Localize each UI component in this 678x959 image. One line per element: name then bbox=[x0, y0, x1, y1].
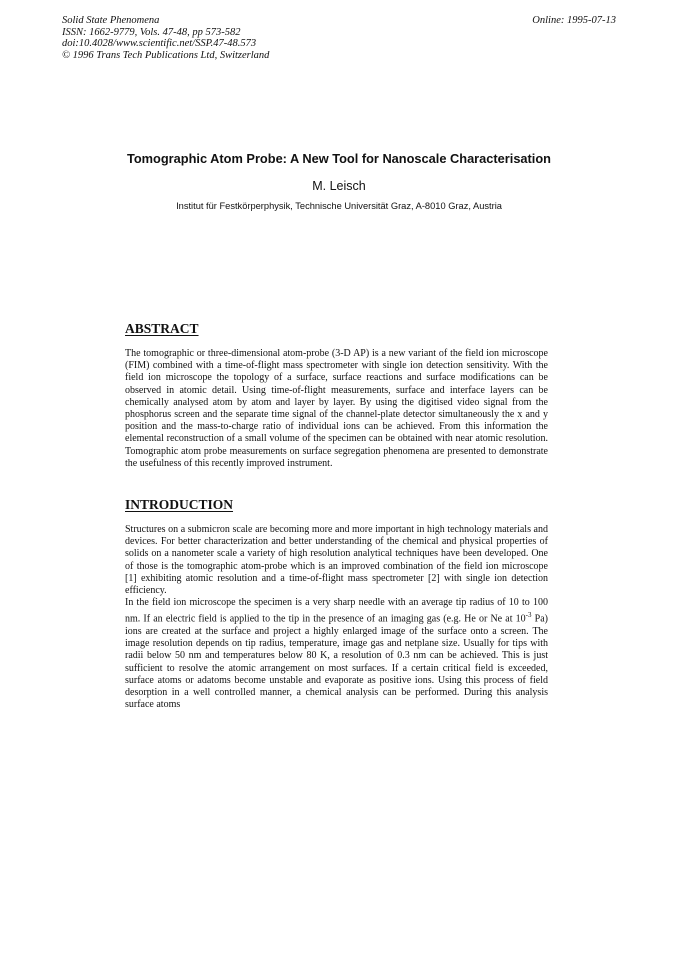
paper-title: Tomographic Atom Probe: A New Tool for Nanoscale Characterisation bbox=[126, 151, 551, 166]
journal-header bbox=[62, 15, 392, 61]
author-name: M. Leisch bbox=[312, 179, 366, 193]
abstract-heading: ABSTRACT bbox=[125, 321, 199, 336]
introduction-body bbox=[125, 524, 548, 711]
doi-link[interactable]: doi:10.4028/www.scientific.net/SSP.47-48.573 bbox=[62, 38, 257, 49]
journal-name: Solid State Phenomena bbox=[62, 15, 160, 26]
paragraph-2-text-end: Pa) ions are created at the surface and project a highly enlarged image of the surface onto a screen. The image resolution depends on tip radius, temperature, image gas and netplane size. Usually for tips with radii below 50 nm and temperatures below 80 K, a resolution of 0.3 nm can be achieved. This is just sufficient to resolve the atomic arrangement on most surfaces. If a certain critical field is exceeded, surface atoms or adatoms become unstable and evaporate as positive ions. Using this process of field desorption in a well controlled manner, a chemical analysis can be performed. During this analysis surface atoms bbox=[125, 613, 548, 711]
issn-line: ISSN: 1662-9779, Vols. 47-48, pp 573-582 bbox=[62, 26, 241, 38]
exponent-superscript: -3 bbox=[525, 611, 532, 620]
abstract-text: The tomographic or three-dimensional atom-probe (3-D AP) is a new variant of the field ion microscope (FIM) combined with a time-of-flight mass spectrometer with single ion detection sensitivity. With the field ion microscope the topology of a surface, surface reactions and surface modifications can be observed in atomic detail. Using time-of-flight measurements, surface and interface layers can be chemically analysed atom by atom and layer by layer. By using the digitised video signal from the phosphorus screen and the separate time signal of the channel-plate detector simultaneously the x and y position and the mass-to-charge ratio of individual ions can be achieved. From this information the elemental reconstruction of a small volume of the specimen can be obtained with near atomic resolution. Tomographic atom probe measurements on surface segregation phenomena are presented to demonstrate the usefulness of this recently improved instrument. bbox=[125, 348, 548, 469]
introduction-paragraph-1: Structures on a submicron scale are becoming more and more important in high technology materials and devices. For better characterization and better understanding of the chemical and physical properties of solids on a nanometer scale a variety of high resolution analytical techniques have been developed. One of those is the tomographic atom-probe which is an improved combination of the field ion microscope [1] exhibiting atomic resolution and a time-of-flight mass spectrometer [2] with single ion detection efficiency. bbox=[125, 524, 548, 597]
author-affiliation: Institut für Festkörperphysik, Technische Universität Graz, A-8010 Graz, Austria bbox=[176, 201, 502, 211]
copyright-line: © 1996 Trans Tech Publications Ltd, Switzerland bbox=[62, 49, 270, 61]
online-date: Online: 1995-07-13 bbox=[532, 15, 616, 26]
introduction-heading: INTRODUCTION bbox=[125, 497, 234, 512]
introduction-paragraph-2 bbox=[125, 597, 548, 711]
paragraph-2-text-start: In the field ion microscope the specimen is a very sharp needle with an average tip radius of 10 to 100 nm. If an electric field is applied to the tip in the presence of an imaging gas (e.g. He or Ne at 10 bbox=[125, 597, 548, 625]
